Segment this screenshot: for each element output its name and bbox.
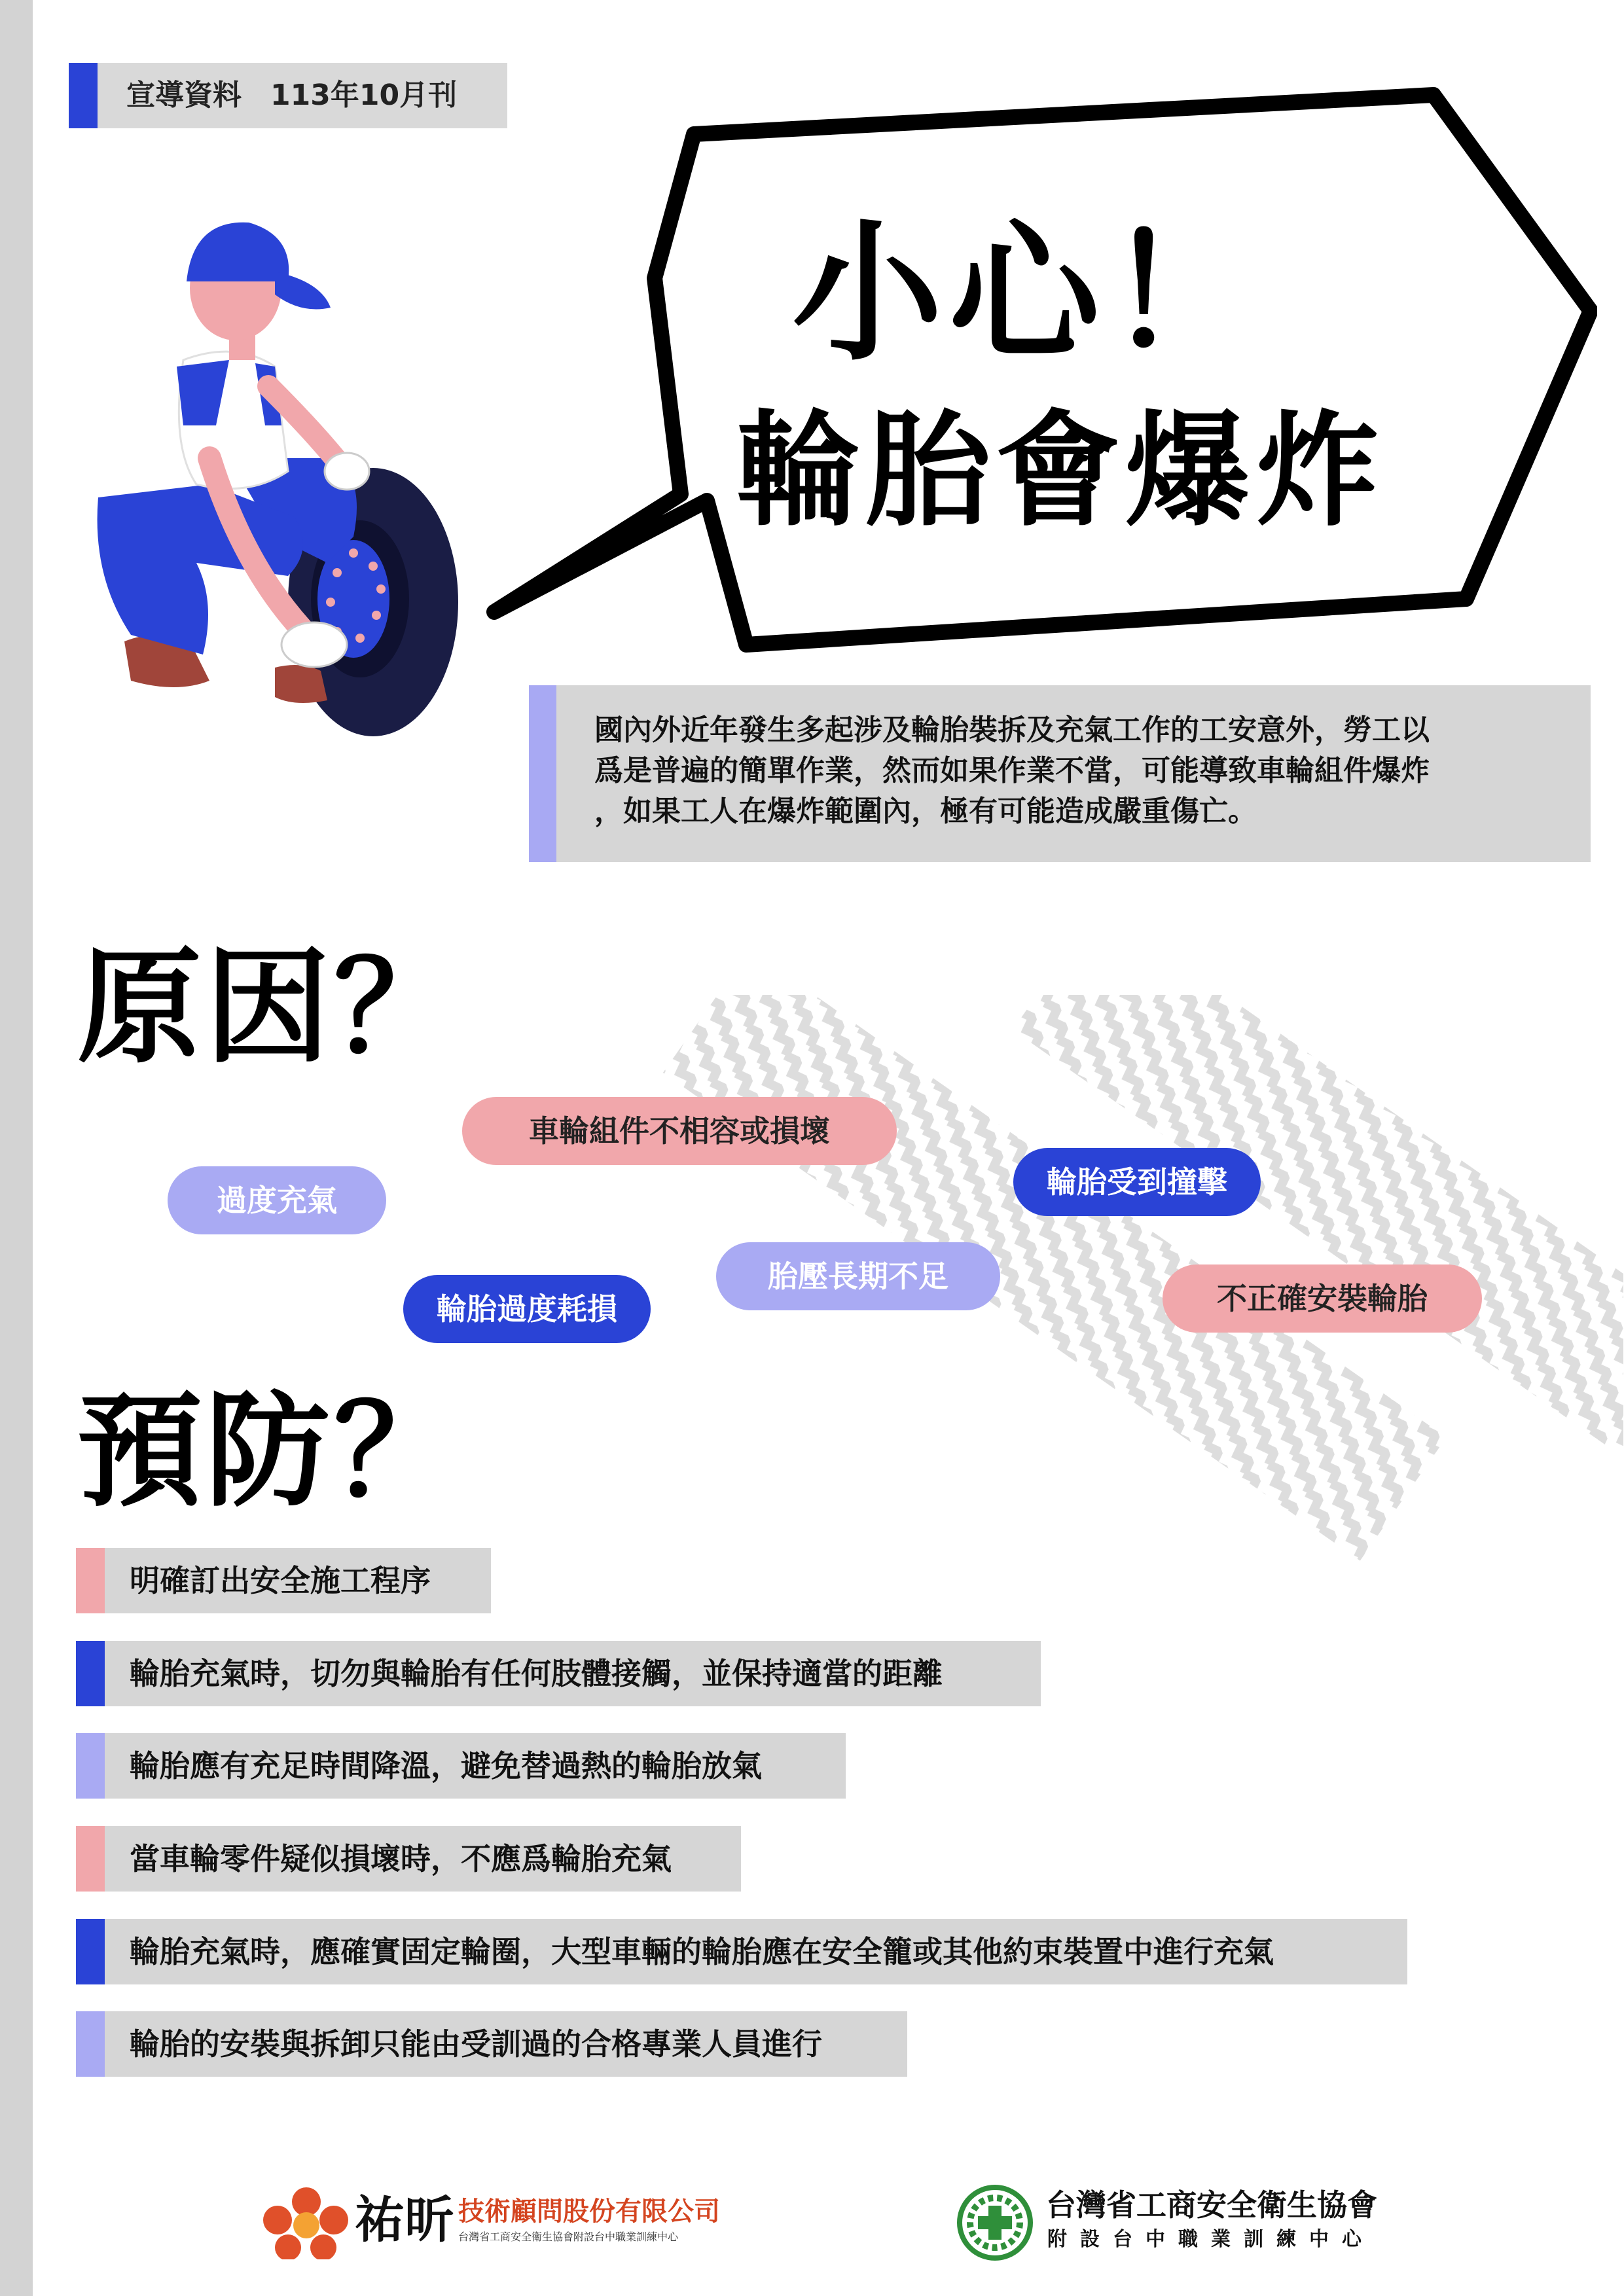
cause-pill bbox=[462, 1097, 897, 1165]
intro-line: 爲是普遍的簡單作業，然而如果作業不當，可能導致車輪組件爆炸 bbox=[594, 754, 1430, 787]
causes-title: 原因？ bbox=[77, 935, 463, 1080]
prevention-item-label: 輪胎的安裝與拆卸只能由受訓過的合格專業人員進行 bbox=[130, 2026, 822, 2062]
intro-line: ，如果工人在爆炸範圍內，極有可能造成嚴重傷亡。 bbox=[594, 795, 1257, 828]
logo2-name: 台灣省工商安全衛生協會 bbox=[1046, 2187, 1377, 2223]
logo1-name: 技術顧問股份有限公司 bbox=[458, 2197, 720, 2227]
page-title-line1: 小心！ bbox=[791, 207, 1263, 382]
cause-label: 過度充氣 bbox=[217, 1183, 337, 1218]
cause-pill bbox=[1163, 1265, 1482, 1333]
prevention-item-label: 明確訂出安全施工程序 bbox=[130, 1563, 431, 1598]
left-accent-strip bbox=[0, 0, 33, 2296]
prevention-item bbox=[76, 1733, 846, 1799]
intro-text bbox=[594, 710, 1563, 832]
logo1-mark: 祐昕 bbox=[355, 2191, 454, 2249]
prevention-item-bar bbox=[76, 1733, 105, 1799]
flower-logo-icon bbox=[261, 2187, 352, 2259]
prevention-item-bar bbox=[76, 1826, 105, 1892]
cause-pill bbox=[716, 1242, 1000, 1310]
prevention-title: 預防？ bbox=[77, 1379, 463, 1524]
prevention-item-bar bbox=[76, 2011, 105, 2077]
prevention-item bbox=[76, 1826, 741, 1892]
cause-pill bbox=[168, 1166, 386, 1234]
page-title-line2: 輪胎會爆炸 bbox=[736, 399, 1384, 543]
intro-box-bar bbox=[529, 685, 556, 862]
cause-label: 胎壓長期不足 bbox=[768, 1259, 948, 1294]
issue-tag-bar bbox=[69, 63, 98, 128]
intro-box bbox=[529, 685, 1591, 862]
prevention-item bbox=[76, 1919, 1407, 1984]
prevention-item-label: 輪胎充氣時，切勿與輪胎有任何肢體接觸，並保持適當的距離 bbox=[130, 1656, 943, 1691]
issue-tag-label: 宣導資料 113年10月刊 bbox=[126, 79, 458, 112]
prevention-item bbox=[76, 2011, 907, 2077]
cause-pill bbox=[403, 1275, 651, 1343]
prevention-item bbox=[76, 1641, 1041, 1706]
cause-label: 車輪組件不相容或損壞 bbox=[529, 1113, 830, 1149]
intro-line: 國內外近年發生多起涉及輪胎裝拆及充氣工作的工安意外，勞工以 bbox=[594, 713, 1430, 747]
association-emblem-icon bbox=[956, 2183, 1034, 2262]
logo1-sub: 台灣省工商安全衛生協會附設台中職業訓練中心 bbox=[458, 2231, 679, 2243]
prevention-item-bar bbox=[76, 1548, 105, 1613]
prevention-item-bar bbox=[76, 1641, 105, 1706]
issue-tag bbox=[69, 63, 507, 128]
prevention-item bbox=[76, 1548, 491, 1613]
cause-label: 輪胎過度耗損 bbox=[437, 1291, 617, 1327]
cause-pill bbox=[1013, 1148, 1261, 1216]
prevention-item-label: 輪胎應有充足時間降溫，避免替過熱的輪胎放氣 bbox=[130, 1748, 762, 1784]
cause-label: 輪胎受到撞擊 bbox=[1047, 1164, 1227, 1200]
prevention-item-bar bbox=[76, 1919, 105, 1984]
cause-label: 不正確安裝輪胎 bbox=[1217, 1281, 1428, 1316]
mechanic-illustration bbox=[79, 209, 471, 746]
prevention-item-label: 當車輪零件疑似損壞時，不應爲輪胎充氣 bbox=[130, 1841, 672, 1876]
logo2-sub: 附設台中職業訓練中心 bbox=[1047, 2228, 1375, 2251]
prevention-item-label: 輪胎充氣時，應確實固定輪圈，大型車輛的輪胎應在安全籠或其他約束裝置中進行充氣 bbox=[130, 1934, 1274, 1969]
